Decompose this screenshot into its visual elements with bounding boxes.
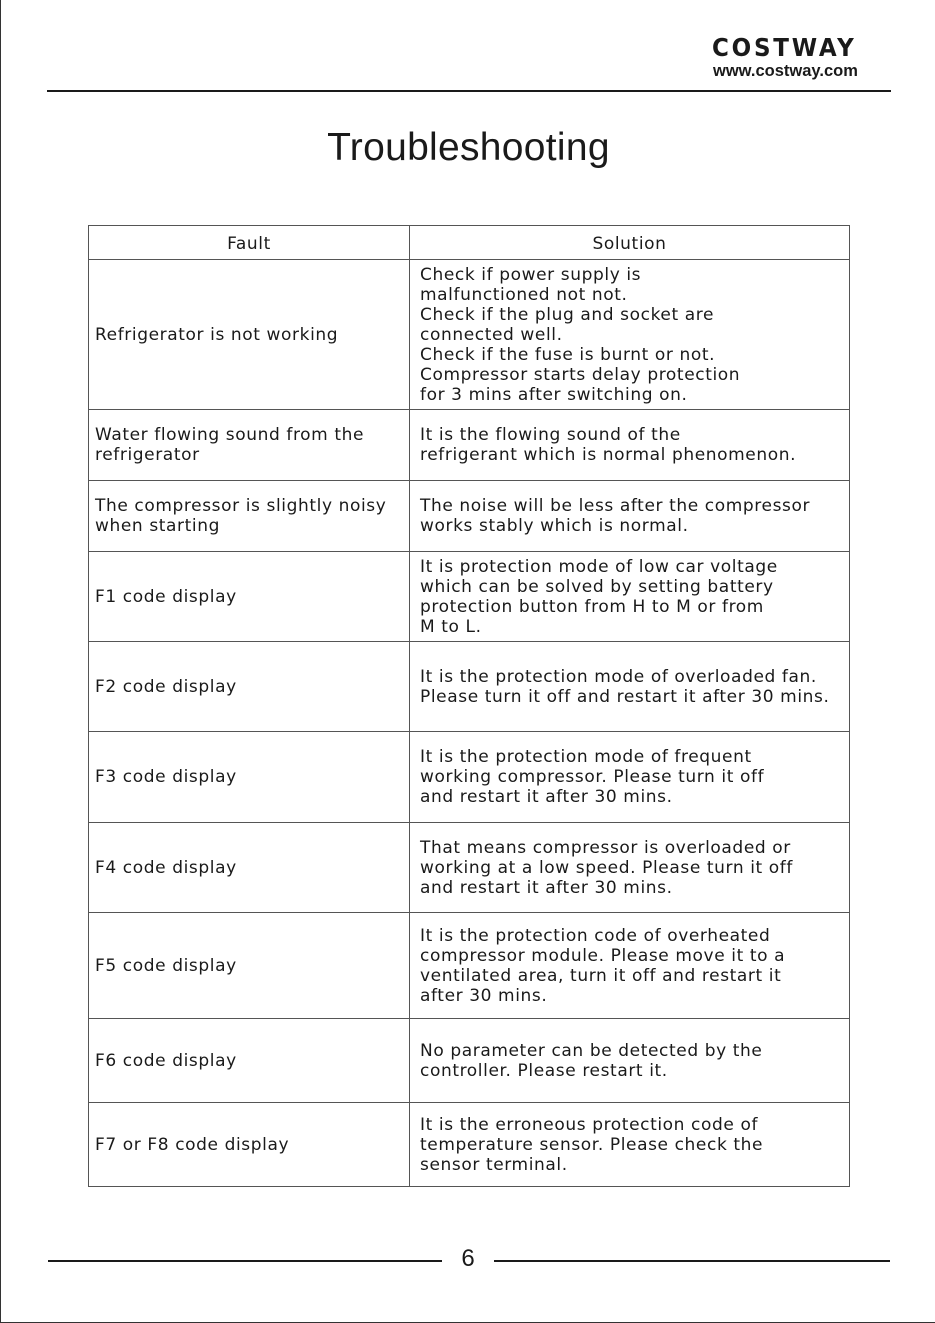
solution-line: temperature sensor. Please check the <box>420 1134 764 1155</box>
solution-cell <box>410 642 850 732</box>
solution-line: connected well. <box>420 324 563 345</box>
table-row <box>89 481 850 552</box>
solution-line: Compressor starts delay protection <box>420 364 741 385</box>
solution-line: refrigerant which is normal phenomenon. <box>420 445 797 465</box>
footer-divider-right <box>494 1260 890 1262</box>
solution-line: controller. Please restart it. <box>420 1060 668 1081</box>
solution-line: It is the flowing sound of the <box>420 425 681 445</box>
solution-line: after 30 mins. <box>420 985 548 1006</box>
table-row <box>89 552 850 642</box>
brand-logo: COSTWAY <box>712 33 857 62</box>
table-row <box>89 642 850 732</box>
solution-line: working at a low speed. Please turn it off <box>420 857 793 878</box>
solution-line: It is protection mode of low car voltage <box>420 556 778 577</box>
brand-url: www.costway.com <box>713 62 858 80</box>
solution-line: which can be solved by setting battery <box>420 576 774 597</box>
table-row <box>89 823 850 913</box>
page-number: 6 <box>461 1245 475 1272</box>
fault-cell: F3 code display <box>89 732 410 823</box>
fault-cell: Refrigerator is not working <box>89 260 410 410</box>
solution-line: and restart it after 30 mins. <box>420 787 673 807</box>
solution-cell <box>410 823 850 913</box>
fault-cell <box>89 481 410 552</box>
fault-cell: F4 code display <box>89 823 410 913</box>
solution-cell <box>410 1103 850 1187</box>
solution-line: That means compressor is overloaded or <box>420 837 791 858</box>
solution-cell <box>410 913 850 1019</box>
solution-line: for 3 mins after switching on. <box>420 384 688 405</box>
column-header-solution: Solution <box>410 226 850 260</box>
header-divider <box>47 90 891 92</box>
solution-line: sensor terminal. <box>420 1154 568 1175</box>
solution-line: ventilated area, turn it off and restart it <box>420 965 782 986</box>
table-row <box>89 732 850 823</box>
solution-cell <box>410 1019 850 1103</box>
footer-divider-left <box>48 1260 442 1262</box>
troubleshooting-table <box>88 225 850 1187</box>
solution-line: working compressor. Please turn it off <box>420 767 765 787</box>
solution-line: The noise will be less after the compressor <box>420 496 811 516</box>
fault-cell: F5 code display <box>89 913 410 1019</box>
solution-cell <box>410 410 850 481</box>
solution-cell <box>410 260 850 410</box>
solution-line: Check if power supply is <box>420 264 642 285</box>
fault-line: The compressor is slightly noisy <box>95 496 387 516</box>
solution-cell <box>410 481 850 552</box>
fault-cell: F6 code display <box>89 1019 410 1103</box>
solution-line: protection button from H to M or from <box>420 596 764 617</box>
solution-line: Check if the plug and socket are <box>420 304 715 325</box>
fault-line: when starting <box>95 516 220 536</box>
solution-line: It is the protection code of overheated <box>420 925 771 946</box>
table-row <box>89 1103 850 1187</box>
solution-cell <box>410 552 850 642</box>
fault-cell: F2 code display <box>89 642 410 732</box>
table-header-row <box>89 226 850 260</box>
solution-line: It is the protection mode of overloaded fan. <box>420 666 817 687</box>
table-row <box>89 410 850 481</box>
fault-cell <box>89 410 410 481</box>
solution-line: and restart it after 30 mins. <box>420 877 673 898</box>
solution-line: M to L. <box>420 616 482 637</box>
solution-line: compressor module. Please move it to a <box>420 945 786 966</box>
solution-line: It is the protection mode of frequent <box>420 747 752 767</box>
table-row <box>89 1019 850 1103</box>
column-header-fault: Fault <box>89 226 410 260</box>
table-row <box>89 913 850 1019</box>
solution-line: It is the erroneous protection code of <box>420 1114 759 1135</box>
solution-line: Check if the fuse is burnt or not. <box>420 344 716 365</box>
solution-line: No parameter can be detected by the <box>420 1040 763 1061</box>
page-title: Troubleshooting <box>327 126 610 169</box>
solution-cell <box>410 732 850 823</box>
table-row <box>89 260 850 410</box>
fault-cell: F1 code display <box>89 552 410 642</box>
solution-line: Please turn it off and restart it after 30 mins. <box>420 686 830 707</box>
solution-line: works stably which is normal. <box>420 516 689 536</box>
solution-line: malfunctioned not not. <box>420 284 628 305</box>
fault-line: refrigerator <box>95 445 200 465</box>
fault-cell: F7 or F8 code display <box>89 1103 410 1187</box>
fault-line: Water flowing sound from the <box>95 425 365 445</box>
